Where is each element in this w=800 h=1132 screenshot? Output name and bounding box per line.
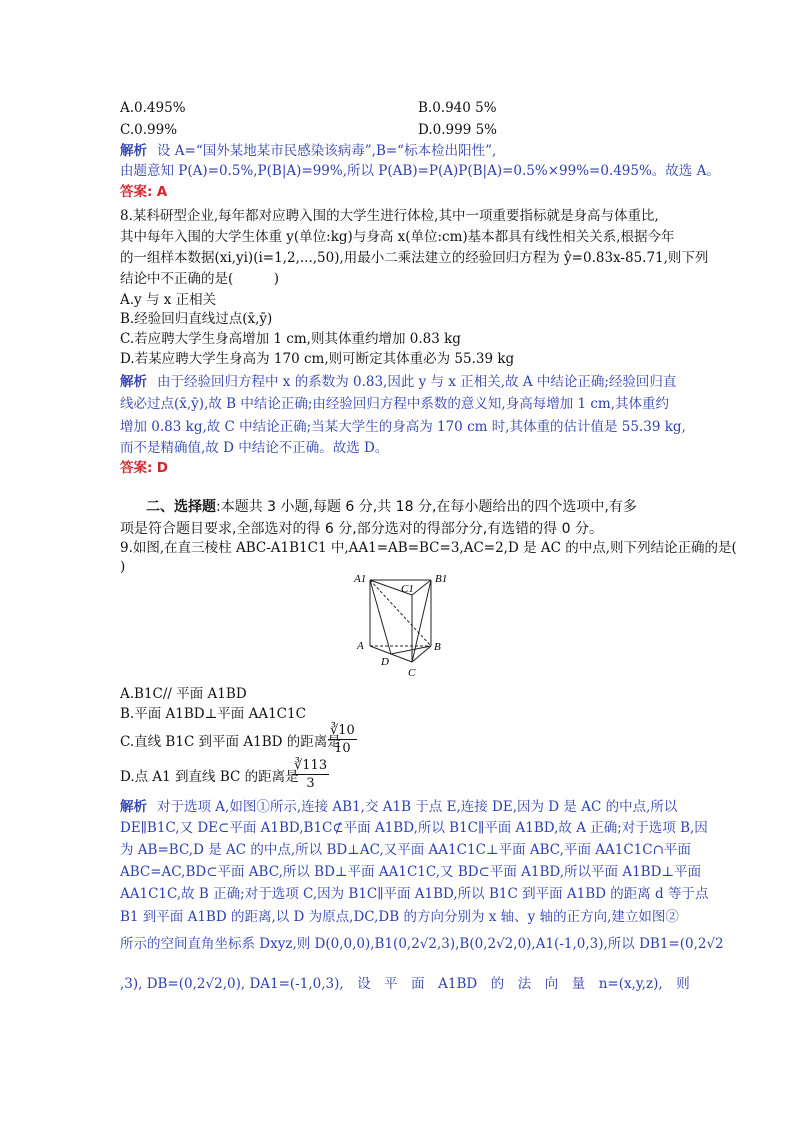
q8-option-b: B.经验回归直线过点(x̄,ȳ) [120,311,273,327]
q7-option-c: C.0.99% [120,122,178,138]
q9-stem-line: 9.如图,在直三棱柱 ABC-A1B1C1 中,AA1=AB=BC=3,AC=2,D 是 AC 的中点,则下列结论正确的是( [120,540,737,556]
section-header-line: 项是符合题目要求,全部选对的得 6 分,部分选对的得部分分,有选错的得 0 分。 [120,521,603,537]
fraction-c: ∛10 10 [330,723,355,756]
q7-solution-line: 解析 设 A=“国外某地某市民感染该病毒”,B=“标本检出阳性”, [120,143,497,159]
q8-stem-line: 8.某科研型企业,每年都对应聘入围的大学生进行体检,其中一项重要指标就是身高与体重比, [120,208,659,224]
q9-option-d: D.点 A1 到直线 BC 的距离是 [120,769,299,785]
q7-answer: 答案: A [120,184,168,200]
q9-solution-line: 解析 对于选项 A,如图①所示,连接 AB1,交 A1B 于点 E,连接 DE,因为 D 是 AC 的中点,所以 [120,799,678,815]
q7-option-a: A.0.495% [120,100,186,116]
figure-label: A [357,640,364,652]
q9-solution-line: ,3), DB=(0,2√2,0), DA1=(-1,0,3), 设 平 面 A1BD 的 法 向 量 n=(x,y,z), 则 [120,976,690,992]
q9-option-c: C.直线 B1C 到平面 A1BD 的距离是 [120,734,341,750]
q9-stem-line: ) [120,559,126,575]
figure-label: C1 [401,583,414,595]
q9-solution-line: 所示的空间直角坐标系 Dxyz,则 D(0,0,0),B1(0,2√2,3),B(0,2√2,0),A1(-1,0,3),所以 DB1=(0,2√2 [120,936,724,952]
q8-answer: 答案: D [120,460,168,476]
q8-solution-line: 解析 由于经验回归方程中 x 的系数为 0.83,因此 y 与 x 正相关,故 A 中结论正确;经验回归直 [120,374,677,390]
q8-solution-line: 线必过点(x̄,ȳ),故 B 中结论正确;由经验回归方程中系数的意义知,身高每增加 1 cm,其体重约 [120,396,670,412]
figure-label: D [381,656,389,668]
solution-label: 解析 [120,143,147,159]
q7-option-d: D.0.999 5% [418,122,497,138]
q8-solution-line: 而不是精确值,故 D 中结论不正确。故选 D。 [120,440,389,456]
q9-solution-line: 为 AB=BC,D 是 AC 的中点,所以 BD⊥AC,又平面 AA1C1C⊥平面 ABC,平面 AA1C1C∩平面 [120,842,691,858]
q9-solution-line: DE∥B1C,又 DE⊂平面 A1BD,B1C⊄平面 A1BD,所以 B1C∥平面 A1BD,故 A 正确;对于选项 B,因 [120,820,708,836]
figure-label: B [434,641,441,653]
q9-solution-line: AA1C1C,故 B 正确;对于选项 C,因为 B1C∥平面 A1BD,所以 B1C 到平面 A1BD 的距离 d 等于点 [120,886,709,902]
fraction-d: ∛113 3 [294,758,328,791]
solution-label: 解析 [120,374,147,390]
q8-option-d: D.若某应聘大学生身高为 170 cm,则可断定其体重必为 55.39 kg [120,351,515,367]
q9-solution-line: B1 到平面 A1BD 的距离,以 D 为原点,DC,DB 的方向分别为 x 轴、y 轴的正方向,建立如图② [120,909,679,925]
q7-solution-line: 由题意知 P(A)=0.5%,P(B|A)=99%,所以 P(AB)=P(A)P(B|A)=0.5%×99%=0.495%。故选 A。 [120,163,720,179]
solution-label: 解析 [120,799,147,815]
q9-option-b: B.平面 A1BD⊥平面 AA1C1C [120,706,306,722]
q9-option-a: A.B1C// 平面 A1BD [120,686,247,702]
q8-solution-line: 增加 0.83 kg,故 C 中结论正确;当某大学生的身高为 170 cm 时,其体重的估计值是 55.39 kg, [120,419,686,435]
q8-option-c: C.若应聘大学生身高增加 1 cm,则其体重约增加 0.83 kg [120,331,461,347]
q9-solution-line: ABC=AC,BD⊂平面 ABC,所以 BD⊥平面 AA1C1C,又 BD⊂平面 A1BD,所以平面 A1BD⊥平面 [120,864,702,880]
section-title: 二、选择题 [146,499,216,515]
figure-label: B1 [435,573,448,585]
section-header-line: 二、选择题:本题共 3 小题,每题 6 分,共 18 分,在每小题给出的四个选项中,有多 [146,499,637,515]
q8-stem-line: 的一组样本数据(xi,yi)(i=1,2,...,50),用最小二乘法建立的经验回归方程为 ŷ=0.83x-85.71,则下列 [120,250,709,266]
figure-label: A1 [354,573,367,585]
figure-label: C [408,667,416,679]
prism-figure [345,570,455,682]
q7-option-b: B.0.940 5% [418,100,497,116]
q8-option-a: A.y 与 x 正相关 [120,292,217,308]
q8-stem-line: 其中每年入围的大学生体重 y(单位:kg)与身高 x(单位:cm)基本都具有线性相关关系,根据今年 [120,229,675,245]
q8-stem-line: 结论中不正确的是( ) [120,271,280,287]
